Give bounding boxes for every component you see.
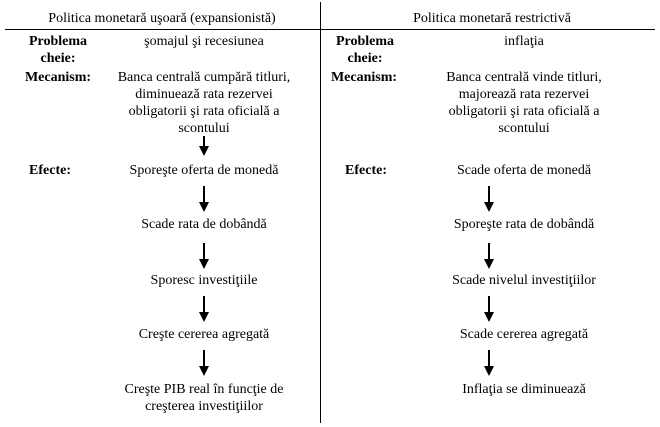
left-mechanism-line: Banca centrală cumpără titluri, <box>117 70 291 85</box>
header-expansionary: Politica monetară uşoară (expansionistă) <box>48 11 276 26</box>
left-mechanism-line: scontului <box>178 121 230 136</box>
left-effect-5-line: Creşte PIB real în funcţie de <box>124 382 284 397</box>
label-problem-line1: Problema <box>335 34 395 49</box>
right-mechanism <box>414 69 634 137</box>
right-mechanism-line: majorează rata rezervei <box>458 87 590 102</box>
arrow-down <box>484 186 494 212</box>
header-underline <box>5 29 655 30</box>
label-problem-left <box>18 33 98 67</box>
arrow-down <box>484 350 494 376</box>
right-mechanism-line: scontului <box>498 121 550 136</box>
right-mechanism-line: Banca centrală vinde titluri, <box>446 70 602 85</box>
left-effect-2: Scade rata de dobândă <box>141 217 267 232</box>
right-effect-4: Scade cererea agregată <box>459 327 589 342</box>
left-problem: şomajul şi recesiunea <box>144 34 264 49</box>
arrow-down <box>199 186 209 212</box>
right-effect-5: Inflaţia se diminuează <box>462 382 586 397</box>
right-effect-3: Scade nivelul investiţiilor <box>452 273 596 288</box>
arrow-down <box>484 243 494 269</box>
header-restrictive: Politica monetară restrictivă <box>413 11 571 26</box>
label-problem-line2: cheie: <box>347 51 383 66</box>
left-mechanism <box>94 69 314 137</box>
arrow-down <box>199 350 209 376</box>
label-problem-right <box>325 33 405 67</box>
label-mechanism-left: Mecanism: <box>24 70 92 85</box>
left-effect-4: Creşte cererea agregată <box>138 327 270 342</box>
label-problem-line1: Problema <box>28 34 88 49</box>
left-effect-3: Sporesc investiţiile <box>150 273 258 288</box>
right-mechanism-line: obligatorii şi rata oficială a <box>448 104 600 119</box>
label-mechanism-right: Mecanism: <box>330 70 398 85</box>
left-mechanism-line: diminuează rata rezervei <box>135 87 273 102</box>
right-effect-1: Scade oferta de monedă <box>456 163 592 178</box>
arrow-down <box>199 296 209 322</box>
left-effect-1: Sporeşte oferta de monedă <box>129 163 279 178</box>
left-effect-5 <box>94 381 314 415</box>
label-effects-right: Efecte: <box>345 163 387 178</box>
right-effect-2: Sporeşte rata de dobândă <box>453 217 595 232</box>
label-problem-line2: cheie: <box>40 51 76 66</box>
left-effect-5-line: creşterea investiţiilor <box>145 399 263 414</box>
column-divider <box>320 2 321 423</box>
arrow-down <box>199 243 209 269</box>
arrow-down <box>199 136 209 156</box>
label-effects-left: Efecte: <box>29 163 71 178</box>
left-mechanism-line: obligatorii şi rata oficială a <box>128 104 280 119</box>
right-problem: inflaţia <box>504 34 544 49</box>
arrow-down <box>484 296 494 322</box>
